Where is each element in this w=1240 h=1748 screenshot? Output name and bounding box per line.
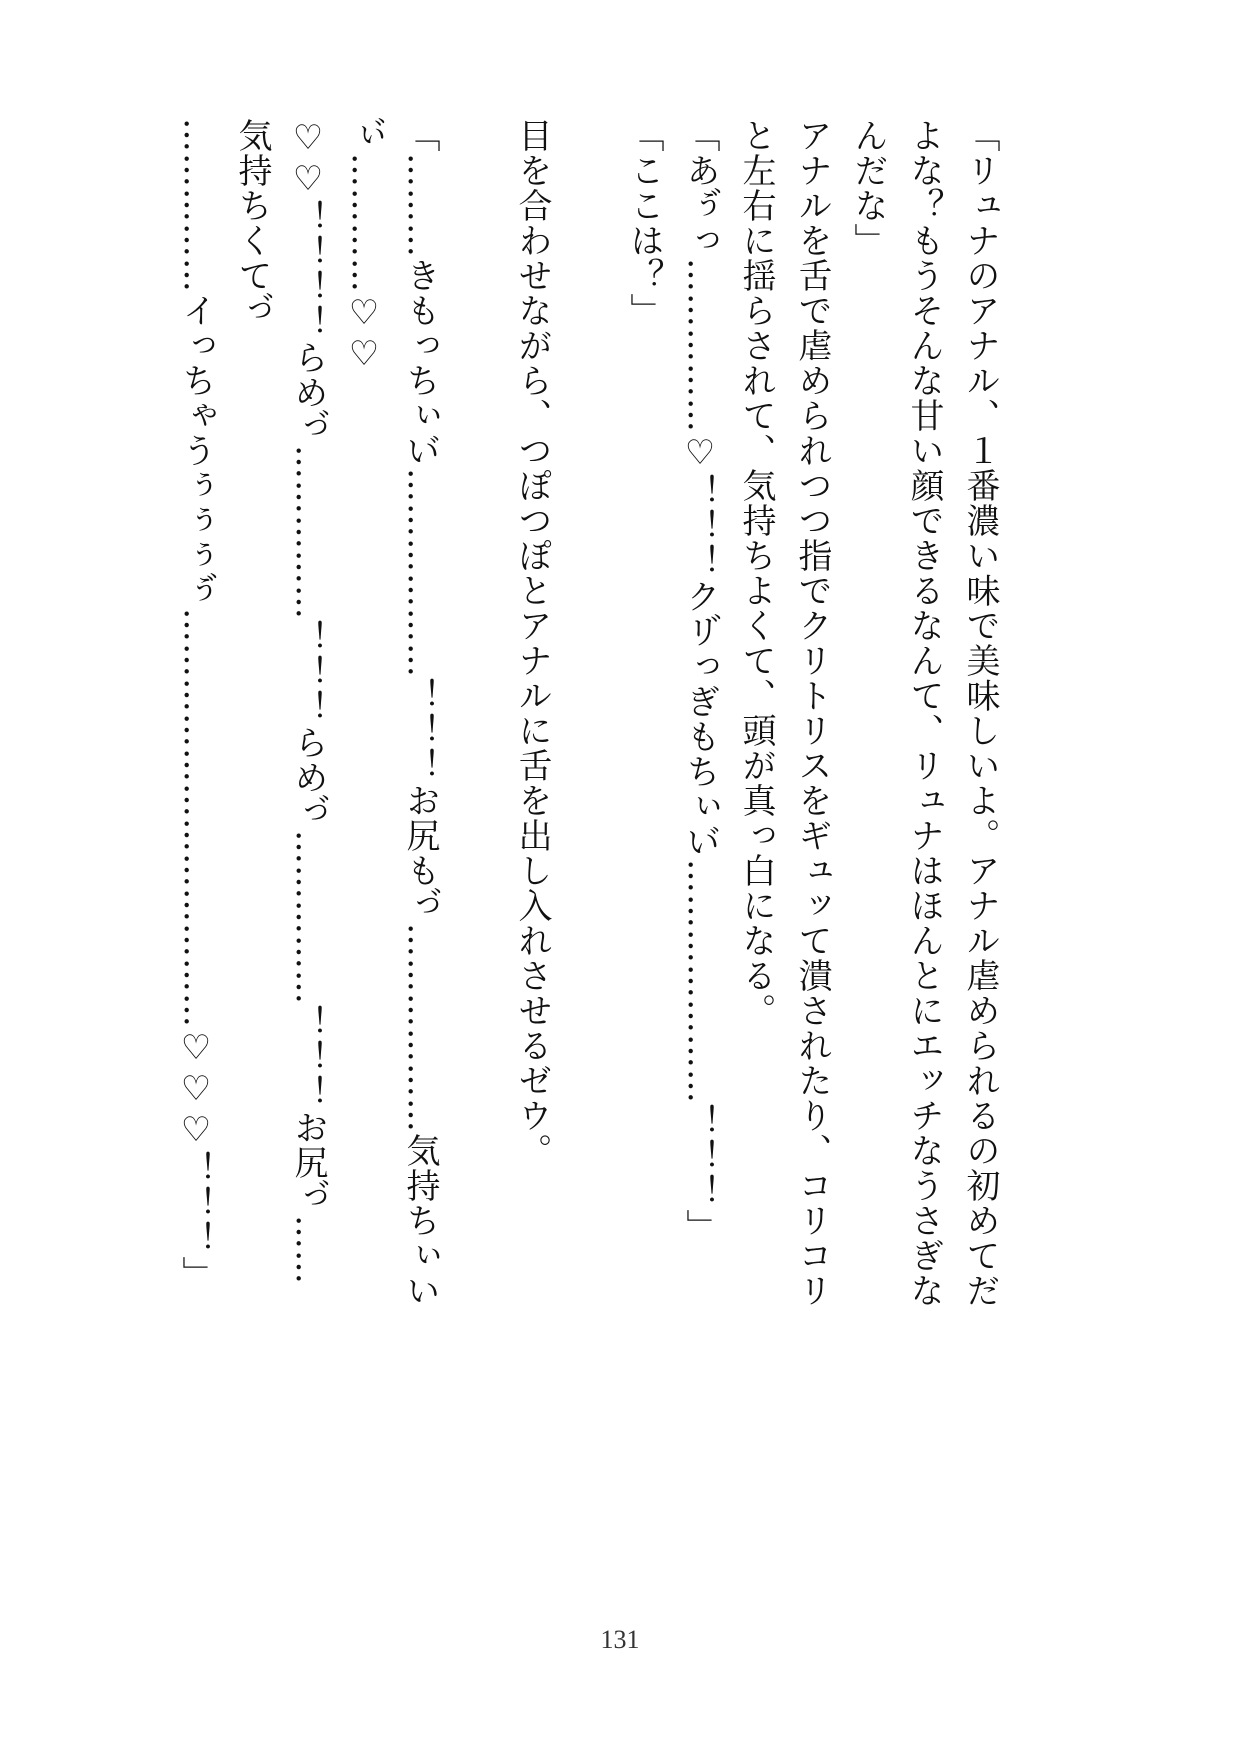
- narration-paragraph: 目を合わせながら、つぽつぽとアナルに舌を出し入れさせるゼウ。: [512, 118, 552, 1168]
- dialogue-paragraph: 「リュナのアナル、１番濃い味で美味しいよ。アナル虐められるの初めてだよな？もうそんな甘い顔できるなんて、リュナはほんとにエッチなうさぎなんだな」: [848, 118, 1000, 1308]
- dialogue-paragraph: ♡♡！！！！らめっ゙……………！！！らめっ゙……………！！！お尻っ゙……気持ちくてっ゙: [232, 118, 328, 1285]
- blank-line: [560, 118, 616, 1318]
- dialogue-paragraph: ……………イっちゃうぅぅぅぅ゙………………………………♡♡♡！！！」: [176, 118, 216, 1291]
- blank-line: [448, 118, 504, 1318]
- narration-paragraph: アナルを舌で虐められつつ指でクリトリスをギュッて潰されたり、コリコリと左右に揺らされて、気持ちよくて、頭が真っ白になる。: [736, 118, 832, 1308]
- page-number: 131: [600, 1625, 640, 1654]
- dialogue-paragraph: 「あぅ゙っ……………♡！！！クリ゙っぎもちぃい゙…………………！！！」: [680, 118, 720, 1244]
- dialogue-paragraph: 「ここは？」: [624, 118, 664, 328]
- vertical-body-text: [168, 118, 1008, 1318]
- dialogue-paragraph: 「………きもっちぃい゙………………！！！お尻もっ゙………………気持ちぃいぃ゙…………♡♡: [344, 118, 440, 1308]
